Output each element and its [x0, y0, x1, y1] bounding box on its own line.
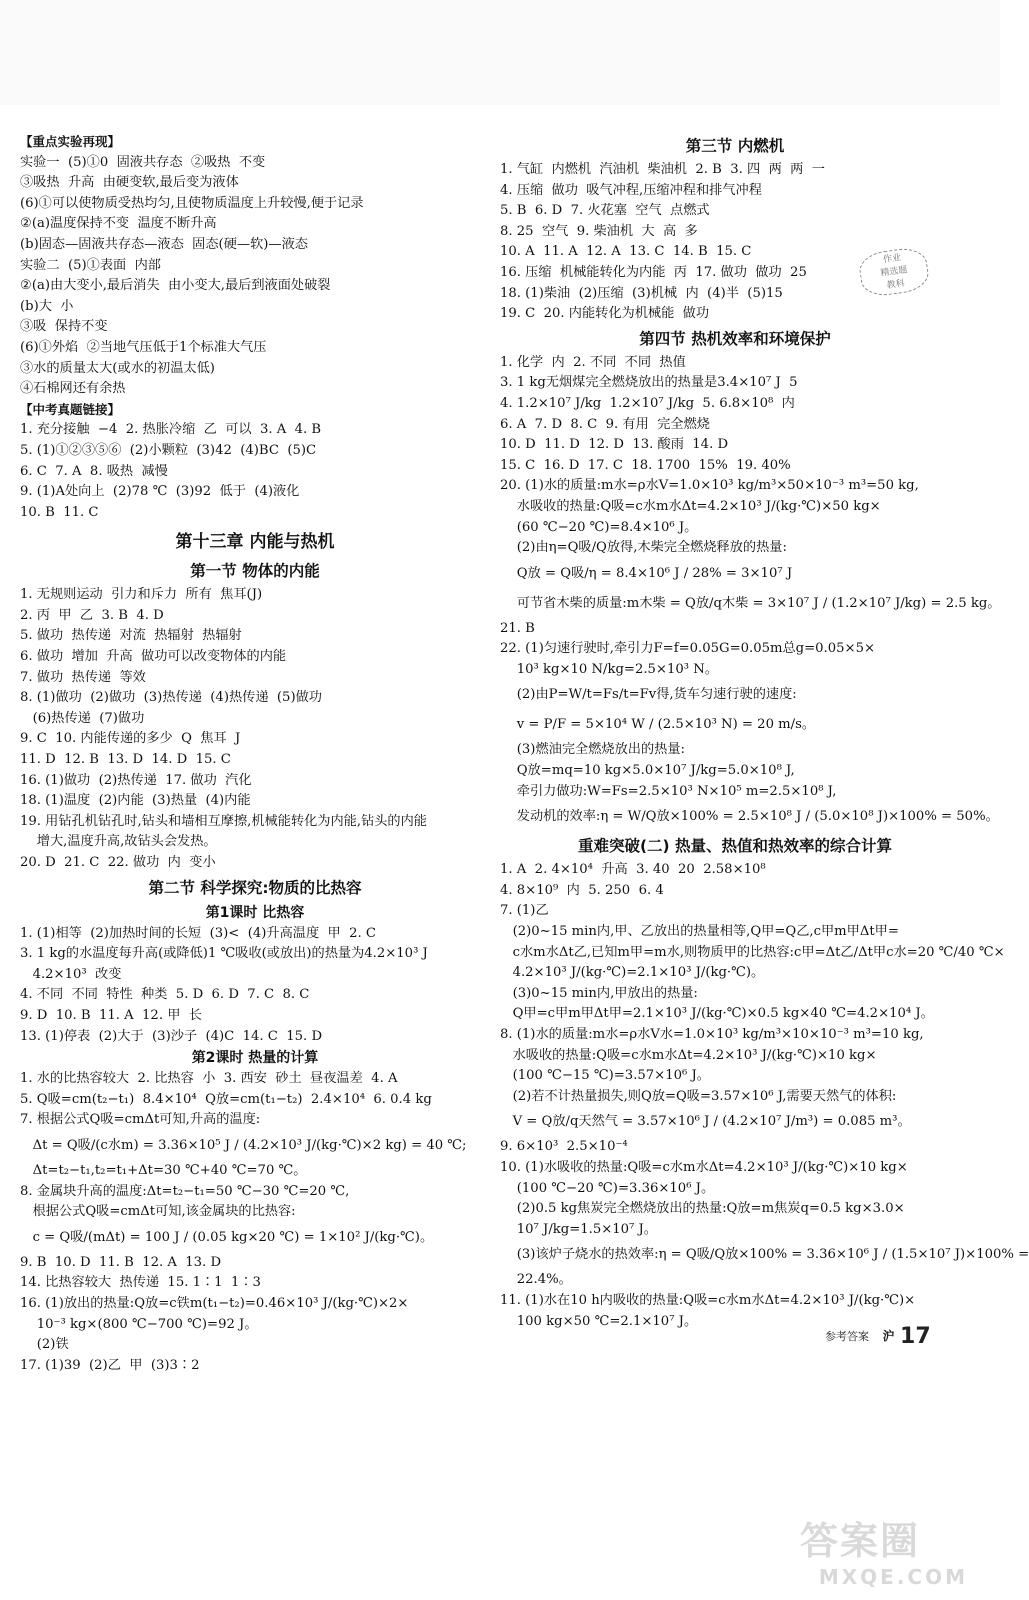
answer-line: 6. 做功 增加 升高 做功可以改变物体的内能	[20, 649, 287, 665]
answer-line: c = Q吸/(mΔt) = 100 J / (0.05 kg×20 ℃) = 1×10² J/(kg·℃)。	[20, 1229, 434, 1245]
stamp-seal: 作业 精选题 教科	[857, 245, 930, 298]
answer-line: (2)由P=W/t=Fs/t=Fv得,货车匀速行驶的速度:	[500, 687, 797, 703]
answer-line: (2)由η=Q吸/Q放得,木柴完全燃烧释放的热量:	[500, 540, 787, 556]
answer-line: 9. B 10. D 11. B 12. A 13. D	[20, 1254, 222, 1270]
section-title: 第四节 热机效率和环境保护	[639, 329, 831, 348]
chapter-title: 第十三章 内能与热机	[175, 532, 335, 553]
answer-line: 10³ kg×10 N/kg=2.5×10³ N。	[500, 661, 718, 677]
answer-line: 5. B 6. D 7. 火花塞 空气 点燃式	[500, 203, 710, 219]
answer-line: 19. C 20. 内能转化为机械能 做功	[500, 306, 710, 322]
answer-line: Q放=mq=10 kg×5.0×10⁷ J/kg=5.0×10⁸ J,	[500, 763, 795, 779]
answer-line: 20. D 21. C 22. 做功 内 变小	[20, 855, 216, 870]
answer-line: 9. C 10. 内能传递的多少 Q 焦耳 J	[20, 731, 241, 747]
answer-line: 6. C 7. A 8. 吸热 减慢	[20, 463, 168, 479]
answer-line: 实验一 (5)①0 固液共存态 ②吸热 不变	[20, 154, 266, 170]
answer-line: (b)固态—固液共存态—液态 固态(硬—软)—液态	[20, 236, 308, 252]
answer-line: 1. 化学 内 2. 不同 不同 热值	[500, 354, 686, 370]
answer-line: 根据公式Q吸=cmΔt可知,该金属块的比热容:	[20, 1204, 296, 1220]
answer-line: 2. 丙 甲 乙 3. B 4. D	[20, 607, 164, 623]
answer-line: 10⁷ J/kg=1.5×10⁷ J。	[500, 1221, 657, 1237]
answer-line: v = P/F = 5×10⁴ W / (2.5×10³ N) = 20 m/s。	[500, 717, 816, 733]
answer-line: Δt = Q吸/(c水m) = 3.36×10⁵ J / (4.2×10³ J/(kg·℃)×2 kg) = 40 ℃;	[20, 1137, 467, 1153]
answer-line: Q甲=c甲m甲Δt甲=2.1×10³ J/(kg·℃)×0.5 kg×40 ℃=4.2×10⁴ J。	[500, 1006, 934, 1022]
answer-line: 14. 比热容较大 热传递 15. 1∶1 1∶3	[20, 1275, 261, 1291]
answer-column-left	[20, 132, 490, 1376]
answer-line: 8. (1)做功 (2)做功 (3)热传递 (4)热传递 (5)做功	[20, 690, 322, 706]
answer-line: 16. (1)放出的热量:Q放=c铁m(t₁−t₂)=0.46×10³ J/(kg·℃)×2×	[20, 1295, 409, 1311]
answer-line: 22. (1)匀速行驶时,牵引力F=f=0.05G=0.05m总g=0.05×5×	[500, 641, 876, 657]
answer-line: 19. 用钻孔机钻孔时,钻头和墙相互摩擦,机械能转化为内能,钻头的内能	[20, 813, 427, 829]
answer-line: 11. D 12. B 13. D 14. D 15. C	[20, 752, 231, 768]
answer-line: 牵引力做功:W=Fs=2.5×10³ N×10⁵ m=2.5×10⁸ J,	[500, 783, 837, 799]
answer-line: ②(a)由大变小,最后消失 由小变大,最后到液面处破裂	[20, 278, 331, 294]
section-tag: 【中考真题链接】	[20, 401, 121, 417]
answer-line: 10. B 11. C	[20, 504, 99, 520]
answer-line: 9. D 10. B 11. A 12. 甲 长	[20, 1007, 202, 1023]
answer-line: 1. 充分接触 −4 2. 热胀冷缩 乙 可以 3. A 4. B	[20, 422, 322, 438]
answer-line: 可节省木柴的质量:m木柴 = Q放/q木柴 = 3×10⁷ J / (1.2×10⁷ J/kg) = 2.5 kg。	[500, 595, 1001, 611]
answer-line: 8. (1)水的质量:m水=ρ水V水=1.0×10³ kg/m³×10×10⁻³ m³=10 kg,	[500, 1027, 924, 1042]
answer-line: ②(a)温度保持不变 温度不断升高	[20, 216, 217, 232]
answer-line: 4.2×10³ 改变	[20, 966, 122, 982]
answer-line: (60 ℃−20 ℃)=8.4×10⁶ J。	[500, 519, 698, 535]
answer-line: (3)燃油完全燃烧放出的热量:	[500, 742, 685, 758]
answer-line: (3)0~15 min内,甲放出的热量:	[500, 985, 698, 1001]
answer-line: (6)热传递 (7)做功	[20, 710, 145, 726]
answer-line: (2)铁	[20, 1337, 69, 1353]
answer-line: 1. 水的比热容较大 2. 比热容 小 3. 西安 砂土 昼夜温差 4. A	[20, 1071, 398, 1087]
answer-line: Q放 = Q吸/η = 8.4×10⁶ J / 28% = 3×10⁷ J	[500, 565, 793, 581]
answer-line: 增大,温度升高,故钻头会发热。	[20, 834, 217, 850]
answer-line: 5. Q吸=cm(t₂−t₁) 8.4×10⁴ Q放=cm(t₁−t₂) 2.4×10⁴ 6. 0.4 kg	[20, 1091, 432, 1107]
page-number: 17	[900, 1324, 931, 1349]
answer-line: 1. (1)相等 (2)加热时间的长短 (3)< (4)升高温度 甲 2. C	[20, 925, 376, 941]
footer-label: 参考答案	[825, 1330, 869, 1343]
answer-line: 8. 金属块升高的温度:Δt=t₂−t₁=50 ℃−30 ℃=20 ℃,	[20, 1183, 350, 1199]
lesson-title: 第2课时 热量的计算	[191, 1050, 319, 1067]
answer-line: (2)若不计热量损失,则Q放=Q吸=3.57×10⁶ J,需要天然气的体积:	[500, 1088, 897, 1104]
top-margin	[0, 0, 1000, 105]
answer-line: 18. (1)温度 (2)内能 (3)热量 (4)内能	[20, 793, 251, 809]
answer-line: 10. D 11. D 12. D 13. 酸雨 14. D	[500, 437, 729, 453]
section-title: 第二节 科学探究:物质的比热容	[148, 878, 362, 897]
answer-line: (3)该炉子烧水的热效率:η = Q吸/Q放×100% = 3.36×10⁶ J / (1.5×10⁷ J)×100% =	[500, 1247, 1029, 1263]
answer-line: 6. A 7. D 8. C 9. 有用 完全燃烧	[500, 416, 710, 432]
answer-line: 7. (1)乙	[500, 903, 549, 919]
answer-line: ③吸 保持不变	[20, 319, 108, 335]
answer-line: (100 ℃−15 ℃)=3.57×10⁶ J。	[500, 1068, 710, 1084]
answer-line: 15. C 16. D 17. C 18. 1700 15% 19. 40%	[500, 457, 791, 473]
section-title: 重难突破(二) 热量、热值和热效率的综合计算	[577, 837, 893, 856]
answer-line: 16. (1)做功 (2)热传递 17. 做功 汽化	[20, 772, 252, 788]
answer-line: 10⁻³ kg×(800 ℃−700 ℃)=92 J。	[20, 1316, 258, 1332]
answer-line: 水吸收的热量:Q吸=c水m水Δt=4.2×10³ J/(kg·℃)×10 kg×	[500, 1047, 877, 1063]
answer-line: 4. 不同 不同 特性 种类 5. D 6. D 7. C 8. C	[20, 987, 310, 1003]
answer-line: 18. (1)柴油 (2)压缩 (3)机械 内 (4)半 (5)15	[500, 285, 783, 301]
answer-line: 1. 气缸 内燃机 汽油机 柴油机 2. B 3. 四 两 两 一	[500, 162, 825, 177]
answer-line: V = Q放/q天然气 = 3.57×10⁶ J / (4.2×10⁷ J/m³) = 0.085 m³。	[500, 1114, 911, 1130]
answer-line: 5. 做功 热传递 对流 热辐射 热辐射	[20, 628, 242, 644]
page-footer	[825, 1324, 931, 1349]
answer-line: 5. (1)①②③⑤⑥ (2)小颗粒 (3)42 (4)BC (5)C	[20, 442, 317, 458]
answer-line: 4. 压缩 做功 吸气冲程,压缩冲程和排气冲程	[500, 182, 762, 198]
answer-line: c水m水Δt乙,已知m甲=m水,则物质甲的比热容:c甲=Δt乙/Δt甲c水=20 ℃/40 ℃×	[500, 944, 1005, 960]
lesson-title: 第1课时 比热容	[205, 904, 305, 921]
answer-line: 1. A 2. 4×10⁴ 升高 3. 40 20 2.58×10⁸	[500, 862, 766, 878]
answer-line: 水吸收的热量:Q吸=c水m水Δt=4.2×10³ J/(kg·℃)×50 kg×	[500, 498, 881, 514]
answer-line: Δt=t₂−t₁,t₂=t₁+Δt=30 ℃+40 ℃=70 ℃。	[20, 1162, 307, 1178]
answer-line: 20. (1)水的质量:m水=ρ水V=1.0×10³ kg/m³×50×10⁻³ m³=50 kg,	[500, 478, 919, 494]
site-watermark: 答案圈 MXQE.COM	[800, 1519, 968, 1589]
answer-line: 4. 8×10⁹ 内 5. 250 6. 4	[500, 882, 664, 898]
answer-column-right	[500, 132, 1029, 1332]
answer-line: 11. (1)水在10 h内吸收的热量:Q吸=c水m水Δt=4.2×10³ J/(kg·℃)×	[500, 1292, 916, 1308]
answer-line: 16. 压缩 机械能转化为内能 丙 17. 做功 做功 25	[500, 264, 807, 280]
answer-line: 4. 1.2×10⁷ J/kg 1.2×10⁷ J/kg 5. 6.8×10⁸ 内	[500, 395, 795, 411]
answer-line: (6)①外焰 ②当地气压低于1个标准大气压	[20, 339, 267, 355]
section-title: 第一节 物体的内能	[190, 562, 320, 581]
answer-line: (6)①可以使物质受热均匀,且使物质温度上升较慢,便于记录	[20, 195, 364, 211]
answer-line: 4.2×10³ J/(kg·℃)=2.1×10³ J/(kg·℃)。	[500, 965, 765, 981]
answer-line: 3. 1 kg无烟煤完全燃烧放出的热量是3.4×10⁷ J 5	[500, 375, 798, 391]
answer-line: 8. 25 空气 9. 柴油机 大 高 多	[500, 223, 698, 239]
footer-subject: 沪	[882, 1329, 895, 1343]
answer-line: (2)0~15 min内,甲、乙放出的热量相等,Q甲=Q乙,c甲m甲Δt甲=	[500, 924, 899, 940]
answer-line: 7. 根据公式Q吸=cmΔt可知,升高的温度:	[20, 1112, 261, 1128]
answer-line: ③水的质量太大(或水的初温太低)	[20, 360, 215, 376]
answer-line: 22.4%。	[500, 1272, 572, 1288]
answer-line: 发动机的效率:η = W/Q放×100% = 2.5×10⁸ J / (5.0×10⁸ J)×100% = 50%。	[500, 809, 999, 825]
answer-line: 10. (1)水吸收的热量:Q吸=c水m水Δt=4.2×10³ J/(kg·℃)×10 kg×	[500, 1159, 908, 1175]
answer-line: 100 kg×50 ℃=2.1×10⁷ J。	[500, 1313, 698, 1329]
answer-line: 13. (1)停表 (2)大于 (3)沙子 (4)C 14. C 15. D	[20, 1028, 323, 1044]
answer-line: 1. 无规则运动 引力和斥力 所有 焦耳(J)	[20, 587, 263, 603]
answer-line: 7. 做功 热传递 等效	[20, 669, 146, 685]
section-tag: 【重点实验再现】	[20, 134, 121, 149]
answer-line: 10. A 11. A 12. A 13. C 14. B 15. C	[500, 244, 752, 260]
answer-line: (b)大 小	[20, 298, 74, 314]
answer-line: 9. (1)A处向上 (2)78 ℃ (3)92 低于 (4)液化	[20, 484, 300, 500]
answer-line: 3. 1 kg的水温度每升高(或降低)1 ℃吸收(或放出)的热量为4.2×10³ J	[20, 946, 428, 962]
answer-line: (100 ℃−20 ℃)=3.36×10⁶ J。	[500, 1180, 715, 1196]
answer-line: 9. 6×10³ 2.5×10⁻⁴	[500, 1139, 628, 1155]
answer-line: (2)0.5 kg焦炭完全燃烧放出的热量:Q放=m焦炭q=0.5 kg×3.0×	[500, 1201, 905, 1217]
answer-line: ③吸热 升高 由硬变软,最后变为液体	[20, 175, 239, 191]
answer-line: 实验二 (5)①表面 内部	[20, 257, 161, 273]
answer-line: ④石棉网还有余热	[20, 381, 126, 397]
answer-line: 21. B	[500, 620, 535, 636]
section-title: 第三节 内燃机	[685, 137, 785, 155]
answer-line: 17. (1)39 (2)乙 甲 (3)3∶2	[20, 1357, 200, 1373]
